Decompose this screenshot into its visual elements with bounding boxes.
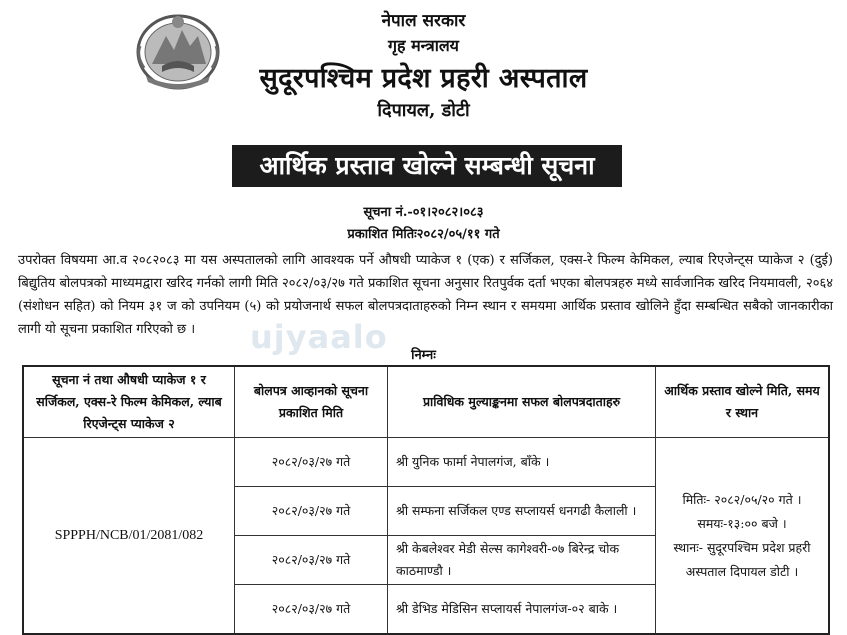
row-date: २०८२/०३/२७ गते bbox=[235, 585, 388, 635]
watermark: ujyaalo bbox=[250, 318, 388, 356]
table-row bbox=[23, 438, 829, 487]
row-date: २०८२/०३/२७ गते bbox=[235, 536, 388, 585]
published-date: प्रकाशित मितिः२०८२/०५/११ गते bbox=[347, 227, 500, 242]
following-label: निम्नः bbox=[411, 348, 436, 363]
header-opening-info: आर्थिक प्रस्ताव खोल्ने मिति, समय र स्थान bbox=[656, 366, 830, 438]
office-location: दिपायल, डोटी bbox=[377, 100, 470, 121]
header-notice-package: सूचना नं तथा औषधी प्याकेज १ र सर्जिकल, एक्स-रे फिल्म केमिकल, ल्याब रिएजेन्ट्स प्याकेज २ bbox=[23, 366, 235, 438]
opening-date: मितिः- २०८२/०५/२० गते । bbox=[682, 491, 802, 507]
reference-number: SPPPH/NCB/01/2081/082 bbox=[23, 438, 235, 635]
office-name: सुदूरपश्चिम प्रदेश प्रहरी अस्पताल bbox=[259, 63, 588, 94]
opening-info bbox=[656, 438, 830, 635]
opening-time: समयः-१३:०० बजे । bbox=[697, 515, 787, 531]
government-name: नेपाल सरकार bbox=[381, 11, 466, 31]
notice-title: आर्थिक प्रस्ताव खोल्ने सम्बन्धी सूचना bbox=[232, 145, 622, 187]
header-successful-bidders: प्राविधिक मुल्याङ्कनमा सफल बोलपत्रदाताहरु bbox=[388, 366, 656, 438]
opening-place: स्थानः- सुदूरपश्चिम प्रदेश प्रहरी अस्पताल दिपायल डोटी । bbox=[673, 539, 811, 579]
header-published-date: बोलपत्र आव्हानको सूचना प्रकाशित मिति bbox=[235, 366, 388, 438]
ministry-name: गृह मन्त्रालय bbox=[388, 36, 459, 55]
notice-body: उपरोक्त विषयमा आ.व २०८२०८३ मा यस अस्पतालको लागि आवश्यक पर्ने औषधी प्याकेज १ (एक) र सर्जिकल, एक्स-रे फिल्म केमिकल, ल्याब रिएजेन्ट्स प्याकेज २ (दुई) बिद्युतिय बोलपत्रको माध्यमद्वारा खरिद गर्नको लागी मिति २०८२/०३/२७ गते प्रकाशित सूचना अनुसार रितपुर्वक दर्ता भएका बोलपत्रहरु मध्ये सार्वजानिक खरिद नियमावली, २०६४ (संशोधन सहित) को नियम ३१ ज को उपनियम (५) को प्रयोजनार्थ सफल बोलपत्रदाताहरुको निम्न स्थान र समयमा आर्थिक प्रस्ताव खोलिने हुँदा सम्बन्धित सबैको जानकारीका लागी यो सूचना प्रकाशित गरिएको छ । bbox=[18, 253, 833, 337]
row-bidder: श्री केबलेश्वर मेडी सेल्स कागेश्वरी-०७ बिरेन्द्र चोक काठमाण्डौ । bbox=[388, 536, 656, 585]
row-bidder: श्री डेभिड मेडिसिन सप्लायर्स नेपालगंज-०२ बाके । bbox=[388, 585, 656, 635]
notice-number: सूचना नं.-०१।२०८२।०८३ bbox=[363, 205, 484, 220]
row-bidder: श्री सम्फना सर्जिकल एण्ड सप्लायर्स धनगढी कैलाली । bbox=[388, 487, 656, 536]
row-date: २०८२/०३/२७ गते bbox=[235, 438, 388, 487]
table-header-row bbox=[23, 366, 829, 438]
row-date: २०८२/०३/२७ गते bbox=[235, 487, 388, 536]
bid-table bbox=[22, 365, 830, 635]
row-bidder: श्री युनिक फार्मा नेपालगंज, बाँके । bbox=[388, 438, 656, 487]
